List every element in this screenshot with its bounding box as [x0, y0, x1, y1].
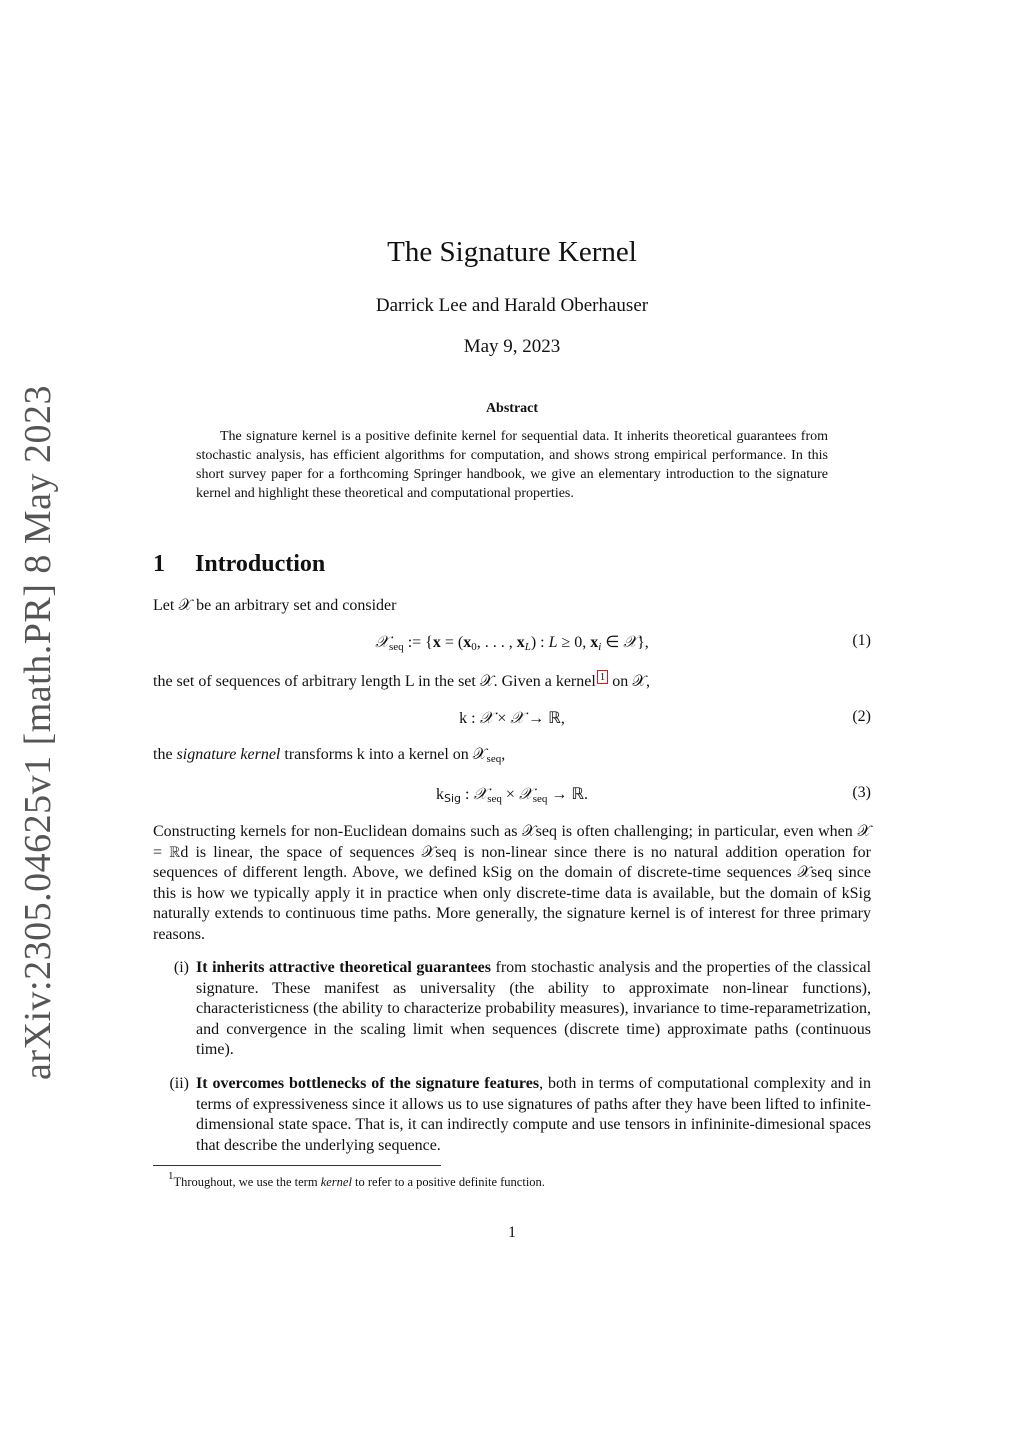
paragraph-2: [153, 670, 871, 693]
paper-date: May 9, 2023: [463, 336, 561, 357]
section-title: Introduction: [195, 551, 326, 577]
paper-title: The Signature Kernel: [387, 236, 637, 268]
equation-1-body: 𝒳$_{seq}$ := {$x = (x_0$, . . . , $x_L$) : L ≥ 0, $x_i$ ∈ 𝒳},: [375, 634, 649, 653]
footnote: [168, 1170, 545, 1190]
list-marker: (i): [173, 959, 189, 976]
equation-2-body: k : 𝒳 × 𝒳 → ℝ,: [459, 710, 565, 727]
equation-1: [153, 632, 871, 653]
footnote-mark: 1: [168, 1170, 174, 1182]
section-number: 1: [153, 551, 165, 577]
paragraph-3-text-end: ,: [501, 746, 506, 763]
list-item-text: [196, 1074, 871, 1156]
list-item-body: from stochastic analysis and the properties of the classical signature. These manifest as universality (the ability to approximate non-linear functions), characteristicness (the ability to characterize probability measures), invariance to time-reparametrization, and convergence in the scaling limit when sequences (discrete time) approximate paths (continuous time).: [196, 959, 872, 1059]
footnote-divider: [153, 1165, 441, 1166]
section-heading: [153, 551, 325, 578]
paragraph-1: Let 𝒳 be an arbitrary set and consider: [153, 597, 397, 614]
equation-3-number: (3): [852, 784, 871, 801]
list-marker: (ii): [169, 1075, 189, 1092]
list-item-body: , both in terms of computational complexity and in terms of expressiveness since it allows us to use signatures of paths after they have been lifted to infinite-dimensional state space. That is, it can indirectly compute and use tensors in infininite-dimesional spaces that describe the underlying sequence.: [196, 1075, 872, 1154]
abstract-text: The signature kernel is a positive definite kernel for sequential data. It inherits theoretical guarantees from stochastic analysis, has efficient algorithms for computation, and shows strong empirical performance. In this short survey paper for a forthcoming Springer handbook, we give an elementary introduction to the signature kernel and highlight these theoretical and computational properties.: [196, 429, 828, 501]
paragraph-3-subscript: seq: [486, 753, 502, 765]
arxiv-identifier[interactable]: arXiv:2305.04625v1 [math.PR] 8 May 2023: [17, 384, 59, 1080]
paragraph-2-text-end: on 𝒳,: [608, 673, 651, 690]
equation-3-body: kSig : 𝒳$_{seq}$ × 𝒳$_{seq}$ → ℝ.: [435, 786, 589, 805]
paragraph-3-text-mid: transforms k into a kernel on 𝒳: [280, 746, 487, 763]
list-item-ii: [153, 1074, 871, 1156]
list-item-i: [153, 958, 871, 1061]
footnote-text: Throughout, we use the term: [173, 1175, 321, 1189]
paragraph-4: Constructing kernels for non-Euclidean domains such as 𝒳seq is often challenging; in particular, even when 𝒳 = ℝd is linear, the space of sequences 𝒳seq is non-linear since there is no natural addition operation for sequences of different length. Above, we defined kSig on the domain of discrete-time sequences 𝒳seq since this is how we typically apply it in practice when only discrete-time data is available, but the domain of kSig naturally extends to continuous time paths. More generally, the signature kernel is of interest for three primary reasons.: [153, 823, 871, 943]
footnote-text-end: to refer to a positive definite function.: [351, 1175, 545, 1189]
page-number: 1: [508, 1224, 516, 1241]
equation-1-number: (1): [852, 632, 871, 649]
footnote-italic: kernel: [320, 1175, 352, 1189]
paragraph-3-text: the: [153, 746, 177, 763]
paragraph-2-text: the set of sequences of arbitrary length L in the set 𝒳. Given a kernel: [153, 673, 596, 690]
paragraph-3: [153, 745, 871, 770]
equation-2-number: (2): [852, 708, 871, 725]
signature-kernel-term: signature kernel: [176, 746, 281, 763]
equation-2: [153, 708, 871, 728]
list-item-text: [196, 958, 871, 1061]
list-item-bold: It inherits attractive theoretical guarantees: [196, 959, 491, 976]
abstract-heading: Abstract: [485, 401, 539, 416]
paper-authors: Darrick Lee and Harald Oberhauser: [375, 295, 649, 316]
list-item-bold: It overcomes bottlenecks of the signature features: [196, 1075, 540, 1092]
footnote-reference-link[interactable]: 1: [597, 670, 609, 684]
equation-3: [153, 784, 871, 805]
